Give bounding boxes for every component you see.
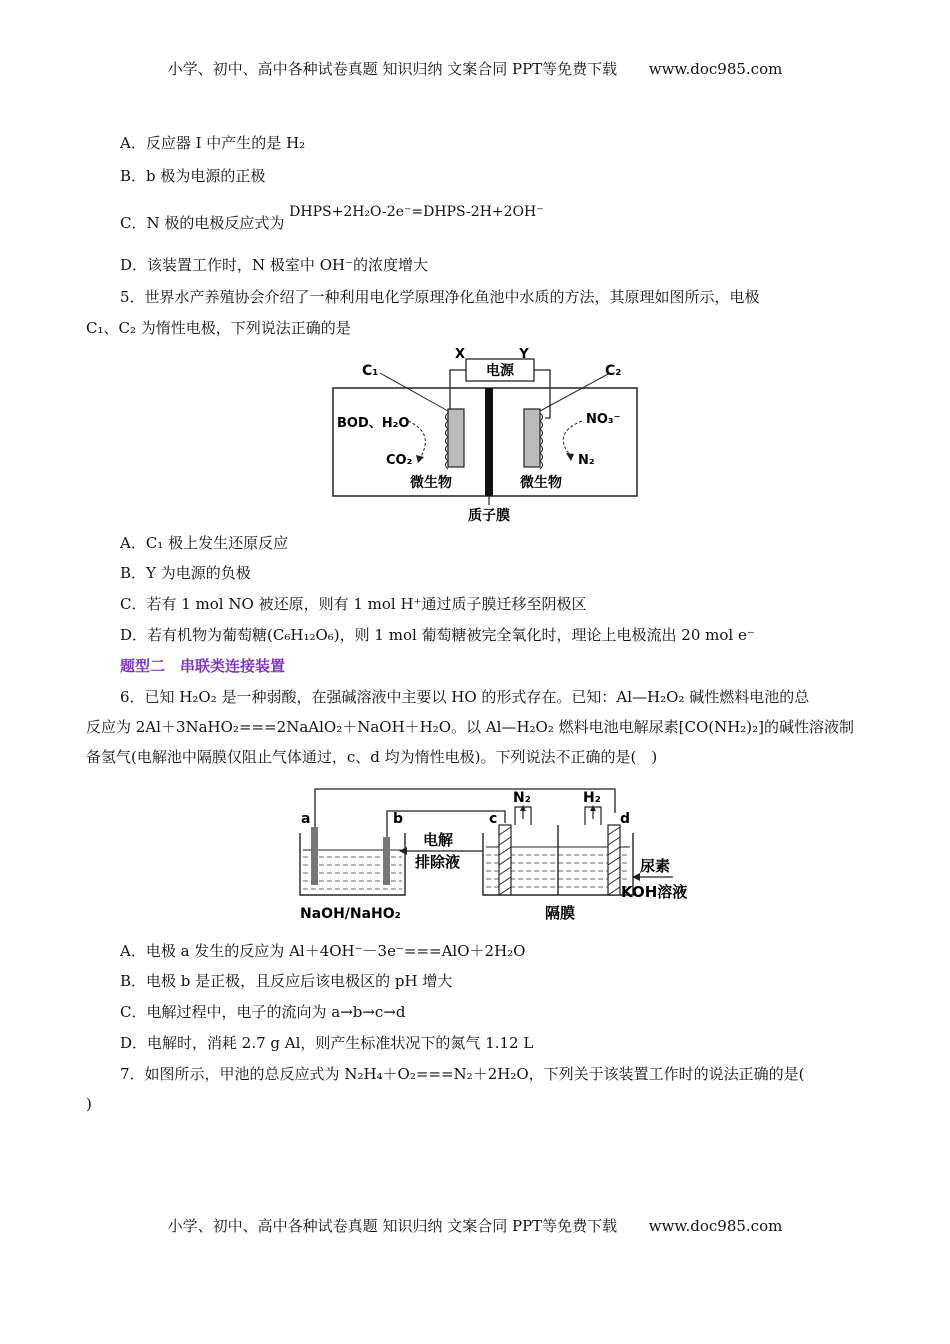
q6-stem-line3: 备氢气(电解池中隔膜仅阻止气体通过，c、d 均为惰性电极)。下列说法不正确的是( ) xyxy=(86,748,658,766)
q6-left-label: NaOH/NaHO₂ xyxy=(300,906,401,922)
q5-n2-label: N₂ xyxy=(578,453,595,468)
header-text: 小学、初中、高中各种试卷真题 知识归纳 文案合同 PPT等免费下载 xyxy=(167,60,618,78)
q4-option-d: D．该装置工作时，N 极室中 OH⁻的浓度增大 xyxy=(120,256,428,274)
q4-option-c xyxy=(120,204,544,235)
q4-option-a: A．反应器 I 中产生的是 H₂ xyxy=(120,134,306,152)
q5-stem-line2: C₁、C₂ 为惰性电极，下列说法正确的是 xyxy=(86,319,351,337)
q5-x-label: X xyxy=(454,347,466,362)
q5-stem-line1: 5．世界水产养殖协会介绍了一种利用电化学原理净化鱼池中水质的方法，其原理如图所示，电极 xyxy=(120,288,760,306)
q6-b-label: b xyxy=(393,811,404,827)
q6-electrode-b xyxy=(383,837,390,885)
q6-c-label: c xyxy=(489,811,498,827)
q6-a-label: a xyxy=(301,811,311,827)
q5-power-label: 电源 xyxy=(486,363,514,379)
q5-y-label: Y xyxy=(519,347,529,362)
q5-option-c: C．若有 1 mol NO 被还原，则有 1 mol H⁺通过质子膜迁移至阴极区 xyxy=(120,595,587,613)
q6-stem-line1: 6．已知 H₂O₂ 是一种弱酸，在强碱溶液中主要以 HO 的形式存在。已知：Al—H₂O₂ 碱性燃料电池的总 xyxy=(120,688,810,706)
q6-membrane-label: 隔膜 xyxy=(545,904,576,922)
footer-text: 小学、初中、高中各种试卷真题 知识归纳 文案合同 PPT等免费下载 xyxy=(167,1217,618,1235)
q5-electrode-c2 xyxy=(524,409,540,467)
footer-url: www.doc985.com xyxy=(648,1217,783,1235)
q4-option-c-prefix: C．N 极的电极反应式为 xyxy=(120,214,285,232)
q5-option-a: A．C₁ 极上发生还原反应 xyxy=(120,534,289,552)
q6-h2-label: H₂ xyxy=(583,790,601,806)
q6-figure xyxy=(295,785,705,930)
q5-electrode-c1 xyxy=(448,409,464,467)
q5-option-b: B．Y 为电源的负极 xyxy=(120,564,251,582)
q5-no3-label: NO₃⁻ xyxy=(586,412,621,427)
page-header xyxy=(0,58,950,79)
q5-c2-label: C₂ xyxy=(605,363,622,379)
q5-microbe-right-label: 微生物 xyxy=(520,475,562,491)
q5-bod-label: BOD、H₂O xyxy=(337,416,410,431)
q6-n2-label: N₂ xyxy=(513,790,531,806)
q4-option-b: B．b 极为电源的正极 xyxy=(120,167,266,185)
q6-drain-label1: 电解 xyxy=(423,831,454,849)
q6-drain-label2: 排除液 xyxy=(415,853,461,871)
q6-option-a: A．电极 a 发生的反应为 Al＋4OH⁻－3e⁻===AlO＋2H₂O xyxy=(120,942,526,960)
q5-membrane-label: 质子膜 xyxy=(468,508,510,524)
q4-option-c-formula: DHPS+2H₂O-2e⁻=DHPS-2H+2OH⁻ xyxy=(289,204,544,220)
q6-electrode-a xyxy=(311,827,318,885)
q5-membrane xyxy=(485,388,493,496)
q5-co2-label: CO₂ xyxy=(386,453,413,468)
q6-d-label: d xyxy=(620,811,631,827)
q6-option-b: B．电极 b 是正极，且反应后该电极区的 pH 增大 xyxy=(120,972,453,990)
q6-electrode-c xyxy=(499,825,511,895)
q7-stem-line1: 7．如图所示，甲池的总反应式为 N₂H₄＋O₂===N₂＋2H₂O，下列关于该装置工作时的说法正确的是( xyxy=(120,1065,805,1083)
q5-figure xyxy=(320,343,650,525)
q6-urea-label1: 尿素 xyxy=(640,857,671,875)
q6-electrode-d xyxy=(608,825,620,895)
page-footer xyxy=(0,1215,950,1236)
q5-c1-label: C₁ xyxy=(362,363,379,379)
q5-microbe-left-label: 微生物 xyxy=(410,475,452,491)
header-url: www.doc985.com xyxy=(648,60,783,78)
q5-option-d: D．若有机物为葡萄糖(C₆H₁₂O₆)，则 1 mol 葡萄糖被完全氧化时，理论上电极流出 20 mol e⁻ xyxy=(120,626,755,644)
q6-wire-ad xyxy=(315,789,615,827)
q6-urea-label2: KOH溶液 xyxy=(621,883,688,901)
section-title: 题型二 串联类连接装置 xyxy=(120,657,286,675)
q7-stem-line2: ) xyxy=(86,1095,92,1113)
q6-stem-line2: 反应为 2Al＋3NaHO₂===2NaAlO₂＋NaOH＋H₂O。以 Al—H₂O₂ 燃料电池电解尿素[CO(NH₂)₂]的碱性溶液制 xyxy=(86,718,855,736)
q6-option-d: D．电解时，消耗 2.7 g Al，则产生标准状况下的氮气 1.12 L xyxy=(120,1034,534,1052)
q6-option-c: C．电解过程中，电子的流向为 a→b→c→d xyxy=(120,1003,406,1021)
